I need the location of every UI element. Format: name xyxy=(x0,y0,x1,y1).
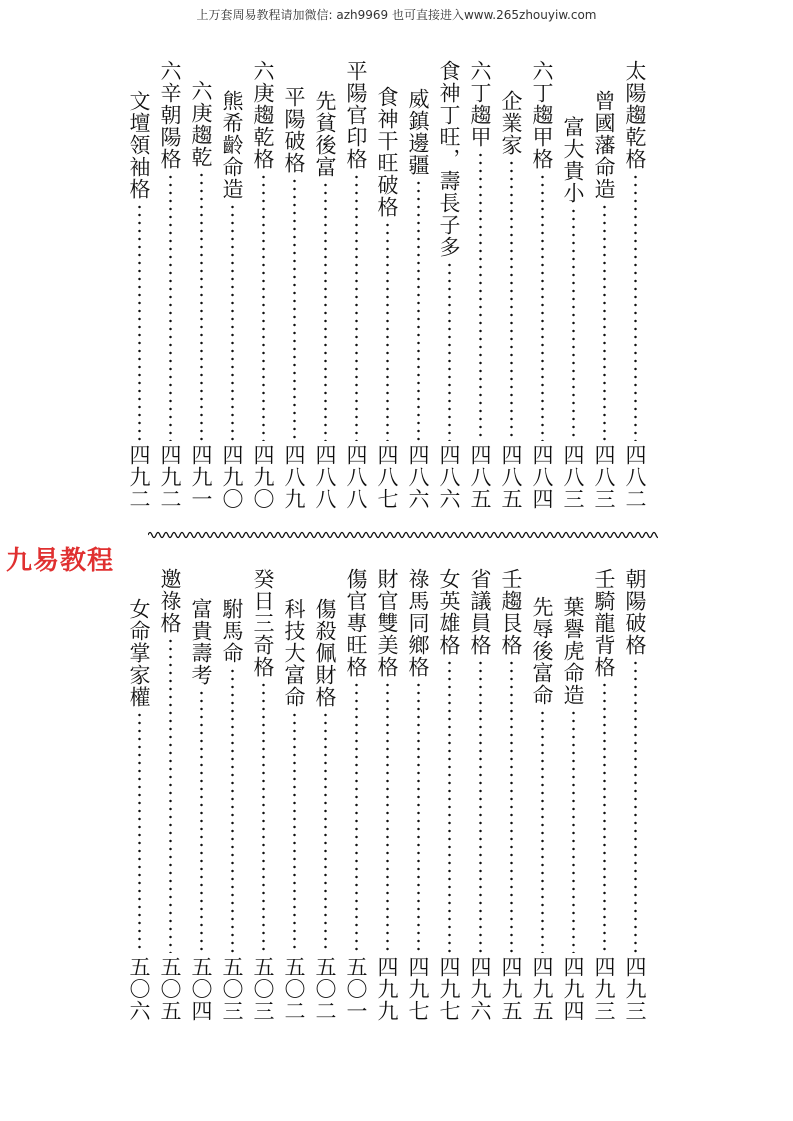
toc-entry-page-number: 四九〇 xyxy=(220,444,244,510)
toc-entry-title: 傷殺佩財格 xyxy=(313,598,337,708)
toc-entry-title: 六丁趨甲 xyxy=(468,60,492,148)
toc-entry xyxy=(157,568,183,1022)
toc-leader-dots xyxy=(262,173,265,441)
toc-entry-page-number: 四九六 xyxy=(468,956,492,1022)
toc-entry xyxy=(188,598,214,1022)
toc-entry-title: 邀祿格 xyxy=(158,568,182,634)
toc-entry xyxy=(591,90,617,510)
toc-leader-dots xyxy=(479,151,482,441)
toc-entry xyxy=(436,60,462,510)
toc-entry xyxy=(250,60,276,510)
toc-entry xyxy=(405,568,431,1022)
toc-entry-title: 朝陽破格 xyxy=(623,568,647,656)
toc-entry xyxy=(622,568,648,1022)
toc-leader-dots xyxy=(603,203,606,441)
toc-leader-dots xyxy=(324,181,327,441)
toc-entry-title: 先辱後富命 xyxy=(530,596,554,706)
toc-leader-dots xyxy=(231,203,234,441)
toc-entry-title: 省議員格 xyxy=(468,568,492,656)
toc-entry-page-number: 四九二 xyxy=(127,444,151,510)
toc-leader-dots xyxy=(417,179,420,441)
toc-leader-dots xyxy=(138,203,141,441)
toc-entry-page-number: 四九七 xyxy=(437,956,461,1022)
toc-entry-page-number: 四八六 xyxy=(437,444,461,510)
toc-entry xyxy=(436,568,462,1022)
header-text: 上万套周易教程请加微信: azh9969 也可直接进入www.265zhouyiw.com xyxy=(196,8,597,22)
toc-entry xyxy=(343,568,369,1022)
toc-leader-dots xyxy=(541,709,544,953)
toc-leader-dots xyxy=(324,711,327,953)
toc-leader-dots xyxy=(448,659,451,953)
toc-entry xyxy=(560,596,586,1022)
toc-entry-page-number: 四八三 xyxy=(561,444,585,510)
toc-entry xyxy=(374,568,400,1022)
watermark-logo: 九易教程 xyxy=(6,546,115,576)
toc-entry xyxy=(529,60,555,510)
toc-entry-title: 食神丁旺，壽長子多 xyxy=(437,60,461,258)
toc-entry-page-number: 五〇六 xyxy=(127,956,151,1022)
toc-entry-title: 平陽官印格 xyxy=(344,60,368,170)
toc-entry-title: 科技大富命 xyxy=(282,598,306,708)
toc-entry xyxy=(281,598,307,1022)
toc-entry-page-number: 四九二 xyxy=(158,444,182,510)
toc-entry-title: 企業家 xyxy=(499,90,523,156)
toc-entry-page-number: 四九一 xyxy=(189,444,213,510)
toc-entry-title: 六辛朝陽格 xyxy=(158,60,182,170)
toc-entry xyxy=(281,86,307,510)
toc-entry-title: 曾國藩命造 xyxy=(592,90,616,200)
toc-entry-title: 六庚趨乾格 xyxy=(251,60,275,170)
toc-leader-dots xyxy=(386,681,389,953)
toc-entry-page-number: 四八八 xyxy=(344,444,368,510)
toc-leader-dots xyxy=(138,711,141,953)
toc-entry-title: 壬趨艮格 xyxy=(499,568,523,656)
toc-entry-page-number: 四九四 xyxy=(561,956,585,1022)
toc-leader-dots xyxy=(479,659,482,953)
toc-entry-page-number: 四八八 xyxy=(313,444,337,510)
toc-leader-dots xyxy=(603,681,606,953)
toc-leader-dots xyxy=(355,681,358,953)
toc-leader-dots xyxy=(293,177,296,441)
toc-entry-page-number: 四八三 xyxy=(592,444,616,510)
toc-entry-page-number: 四八二 xyxy=(623,444,647,510)
toc-leader-dots xyxy=(510,159,513,441)
toc-entry-title: 駙馬命 xyxy=(220,598,244,664)
toc-leader-dots xyxy=(634,173,637,441)
toc-entry-page-number: 四八四 xyxy=(530,444,554,510)
toc-leader-dots xyxy=(200,689,203,953)
toc-entry-page-number: 五〇二 xyxy=(313,956,337,1022)
toc-entry-title: 平陽破格 xyxy=(282,86,306,174)
toc-entry-title: 祿馬同鄉格 xyxy=(406,568,430,678)
toc-entry xyxy=(498,568,524,1022)
toc-entry xyxy=(126,598,152,1022)
toc-entry-page-number: 五〇三 xyxy=(251,956,275,1022)
toc-entry xyxy=(467,60,493,510)
toc-leader-dots xyxy=(572,207,575,441)
toc-entry xyxy=(312,90,338,510)
toc-leader-dots xyxy=(634,659,637,953)
toc-entry xyxy=(188,80,214,510)
toc-entry-page-number: 四九五 xyxy=(499,956,523,1022)
toc-entry-page-number: 四八五 xyxy=(499,444,523,510)
toc-entry-page-number: 四九七 xyxy=(406,956,430,1022)
toc-entry-page-number: 五〇五 xyxy=(158,956,182,1022)
toc-leader-dots xyxy=(572,709,575,953)
toc-leader-dots xyxy=(231,667,234,953)
toc-entry-title: 文壇領袖格 xyxy=(127,90,151,200)
toc-entry-title: 熊希齡命造 xyxy=(220,90,244,200)
toc-entry xyxy=(622,60,648,510)
toc-entry-title: 威鎮邊疆 xyxy=(406,88,430,176)
toc-entry-page-number: 五〇二 xyxy=(282,956,306,1022)
toc-leader-dots xyxy=(448,261,451,441)
toc-entry-title: 癸日三奇格 xyxy=(251,568,275,678)
toc-entry-page-number: 四九〇 xyxy=(251,444,275,510)
toc-entry-title: 女英雄格 xyxy=(437,568,461,656)
toc-leader-dots xyxy=(293,711,296,953)
toc-entry-page-number: 四九五 xyxy=(530,956,554,1022)
toc-entry-title: 太陽趨乾格 xyxy=(623,60,647,170)
toc-entry-title: 財官雙美格 xyxy=(375,568,399,678)
toc-entry xyxy=(529,596,555,1022)
section-divider xyxy=(148,528,658,542)
toc-entry-page-number: 四八六 xyxy=(406,444,430,510)
toc-entry xyxy=(405,88,431,510)
toc-entry-title: 傷官專旺格 xyxy=(344,568,368,678)
toc-entry xyxy=(126,90,152,510)
toc-leader-dots xyxy=(355,173,358,441)
toc-leader-dots xyxy=(169,173,172,441)
toc-entry-title: 先貧後富 xyxy=(313,90,337,178)
toc-entry-title: 壬騎龍背格 xyxy=(592,568,616,678)
toc-entry-page-number: 四九三 xyxy=(623,956,647,1022)
toc-leader-dots xyxy=(262,681,265,953)
toc-leader-dots xyxy=(541,173,544,441)
toc-entry-page-number: 四八五 xyxy=(468,444,492,510)
toc-entry-page-number: 五〇一 xyxy=(344,956,368,1022)
toc-entry-page-number: 四八七 xyxy=(375,444,399,510)
toc-entry-title: 食神干旺破格 xyxy=(375,86,399,218)
toc-entry xyxy=(250,568,276,1022)
toc-entry xyxy=(591,568,617,1022)
toc-entry-title: 富貴壽考 xyxy=(189,598,213,686)
toc-entry-page-number: 五〇三 xyxy=(220,956,244,1022)
toc-entry xyxy=(343,60,369,510)
toc-entry xyxy=(374,86,400,510)
toc-entry xyxy=(219,598,245,1022)
toc-entry xyxy=(498,90,524,510)
toc-entry-page-number: 四九三 xyxy=(592,956,616,1022)
toc-leader-dots xyxy=(200,171,203,441)
toc-leader-dots xyxy=(417,681,420,953)
toc-entry xyxy=(467,568,493,1022)
toc-entry-title: 女命掌家權 xyxy=(127,598,151,708)
toc-entry-title: 六庚趨乾 xyxy=(189,80,213,168)
toc-entry xyxy=(157,60,183,510)
toc-entry-page-number: 四八九 xyxy=(282,444,306,510)
toc-entry-page-number: 五〇四 xyxy=(189,956,213,1022)
toc-entry-title: 富大貴小 xyxy=(561,116,585,204)
toc-entry-title: 葉譽虎命造 xyxy=(561,596,585,706)
toc-entry-title: 六丁趨甲格 xyxy=(530,60,554,170)
toc-entry xyxy=(560,116,586,510)
toc-leader-dots xyxy=(510,659,513,953)
toc-entry-page-number: 四九九 xyxy=(375,956,399,1022)
toc-leader-dots xyxy=(169,637,172,953)
toc-entry xyxy=(219,90,245,510)
toc-leader-dots xyxy=(386,221,389,441)
toc-entry xyxy=(312,598,338,1022)
